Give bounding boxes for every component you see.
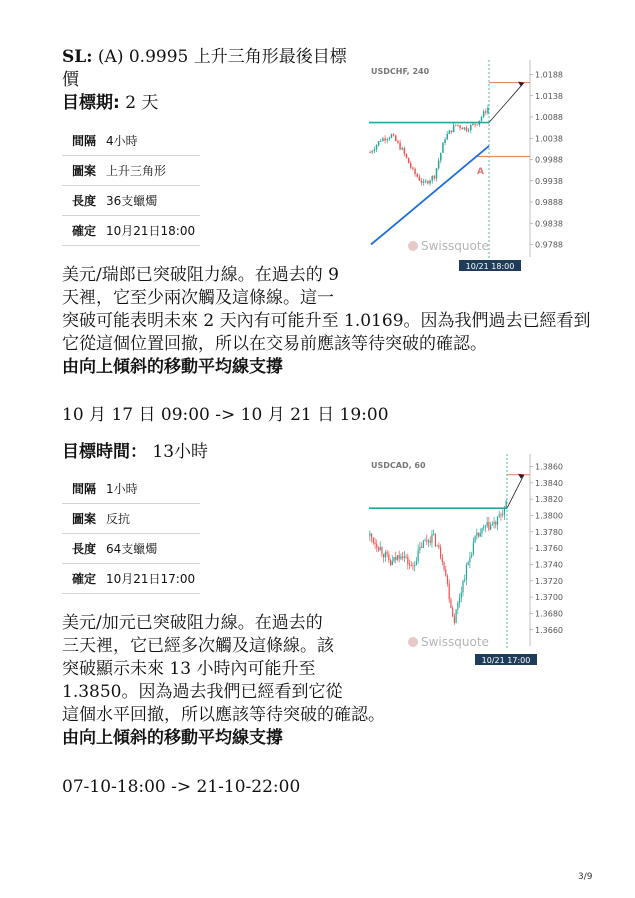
candle bbox=[389, 138, 391, 139]
candle bbox=[461, 128, 463, 129]
candle bbox=[399, 143, 401, 150]
candle bbox=[373, 538, 374, 543]
candle bbox=[419, 547, 420, 550]
spec-value: 36支蠟燭 bbox=[106, 186, 200, 216]
candle bbox=[471, 555, 472, 557]
candle bbox=[470, 125, 472, 130]
candle bbox=[380, 141, 382, 142]
candle bbox=[397, 555, 398, 560]
spec-key: 確定 bbox=[62, 564, 106, 594]
point-a-label: A bbox=[477, 167, 484, 177]
candle bbox=[464, 127, 466, 129]
y-tick-label: 0.9988 bbox=[535, 155, 563, 165]
spec-row bbox=[62, 216, 200, 246]
candle bbox=[445, 569, 446, 575]
spec-row bbox=[62, 126, 200, 156]
candle bbox=[446, 134, 448, 139]
spec-value: 上升三角形 bbox=[106, 156, 200, 186]
para1-line1: 美元/瑞郎已突破阻力線。在過去的 9 bbox=[62, 265, 339, 285]
candle bbox=[404, 557, 405, 558]
candle bbox=[457, 125, 459, 126]
spec-row bbox=[62, 186, 200, 216]
candle bbox=[450, 599, 451, 608]
candle bbox=[406, 154, 408, 158]
candle bbox=[414, 565, 415, 566]
candle bbox=[442, 143, 444, 153]
candle bbox=[385, 552, 386, 557]
candle bbox=[502, 514, 503, 515]
candle bbox=[374, 150, 376, 152]
candle bbox=[493, 522, 494, 524]
candle bbox=[447, 576, 448, 584]
spec-value: 反抗 bbox=[106, 504, 200, 534]
spec-key: 圖案 bbox=[62, 504, 106, 534]
candle bbox=[411, 565, 412, 566]
candle bbox=[431, 176, 433, 181]
candle bbox=[490, 525, 491, 530]
candle bbox=[414, 169, 416, 174]
candle bbox=[386, 139, 388, 140]
candle bbox=[416, 561, 417, 565]
candle bbox=[378, 141, 380, 145]
y-tick-label: 0.9788 bbox=[535, 240, 563, 250]
candle bbox=[443, 562, 444, 569]
target-period-label: 目標期: bbox=[62, 93, 120, 113]
candle bbox=[382, 138, 384, 141]
spec-value: 4小時 bbox=[106, 126, 200, 156]
candle bbox=[434, 176, 436, 178]
candle bbox=[495, 522, 496, 525]
target-time-label: 目標時間： bbox=[62, 442, 147, 462]
candle bbox=[428, 541, 429, 542]
swissquote-watermark bbox=[408, 635, 489, 649]
candle bbox=[378, 548, 379, 550]
candle bbox=[412, 565, 413, 566]
chart-title: USDCAD, 60 bbox=[371, 461, 426, 470]
spec-table-2 bbox=[62, 474, 200, 594]
candle bbox=[454, 616, 455, 622]
candle bbox=[476, 125, 478, 126]
watermark-text: Swissquote bbox=[421, 635, 489, 649]
candle bbox=[401, 148, 403, 149]
para1-line3: 突破可能表明未來 2 天內有可能升至 1.0169。因為我們過去已經看到 bbox=[62, 311, 591, 331]
candle bbox=[481, 528, 482, 533]
para2-line2: 三天裡，它已經多次觸及這條線。該 bbox=[62, 636, 334, 656]
candle bbox=[488, 522, 489, 530]
candle bbox=[392, 561, 393, 565]
candle bbox=[457, 603, 458, 610]
candle bbox=[393, 134, 395, 135]
candle bbox=[376, 544, 377, 548]
target-time-value: 13小時 bbox=[147, 442, 209, 462]
candle bbox=[478, 533, 479, 537]
candle bbox=[440, 548, 441, 558]
y-tick-label: 1.0038 bbox=[535, 134, 563, 144]
candle bbox=[416, 174, 418, 177]
candle bbox=[369, 534, 370, 536]
candle bbox=[376, 145, 378, 149]
spec-row bbox=[62, 474, 200, 504]
chart-title: USDCHF, 240 bbox=[371, 67, 430, 76]
para2-line3: 突破顯示未來 13 小時內可能升至 bbox=[62, 659, 316, 679]
stop-loss-line bbox=[62, 46, 347, 68]
candle bbox=[456, 609, 457, 622]
y-tick-label: 0.9888 bbox=[535, 198, 563, 207]
candle bbox=[408, 158, 410, 163]
candle bbox=[421, 181, 423, 183]
projection-arrow bbox=[489, 83, 524, 123]
candle bbox=[506, 501, 507, 508]
candle bbox=[453, 125, 455, 132]
page-number: 3/9 bbox=[578, 872, 593, 882]
candle bbox=[371, 151, 373, 152]
y-tick-label: 1.3800 bbox=[535, 511, 563, 521]
candle bbox=[371, 534, 372, 538]
spec-value: 10月21日17:00 bbox=[106, 564, 200, 594]
candle bbox=[383, 554, 384, 557]
candle bbox=[462, 581, 463, 593]
watermark-icon bbox=[408, 637, 418, 647]
candle bbox=[390, 560, 391, 565]
spec-value: 1小時 bbox=[106, 474, 200, 504]
usdcad-chart bbox=[365, 452, 571, 668]
candle bbox=[374, 542, 375, 544]
x-axis-label: 10/21 18:00 bbox=[465, 262, 515, 271]
support-line bbox=[371, 146, 489, 245]
usdcad-chart-svg bbox=[365, 452, 571, 668]
candle bbox=[407, 557, 408, 565]
candle bbox=[412, 168, 414, 169]
candle bbox=[425, 181, 427, 182]
spec-table-1 bbox=[62, 126, 200, 246]
spec-key: 間隔 bbox=[62, 126, 106, 156]
candle bbox=[466, 565, 467, 579]
candle bbox=[474, 124, 476, 125]
spec-value: 10月21日18:00 bbox=[106, 216, 200, 246]
candle bbox=[480, 533, 481, 537]
candle bbox=[427, 181, 429, 183]
y-tick-label: 1.3720 bbox=[535, 576, 563, 586]
candle bbox=[393, 557, 394, 561]
candle bbox=[402, 557, 403, 558]
candle bbox=[474, 536, 475, 543]
y-tick-label: 0.9938 bbox=[535, 176, 563, 186]
candle bbox=[431, 534, 432, 542]
candle bbox=[472, 124, 474, 125]
candle bbox=[395, 136, 397, 141]
candle bbox=[404, 148, 406, 154]
stop-loss-line-cont: 價 bbox=[62, 70, 79, 90]
sl-text: (A) 0.9995 上升三角形最後目標 bbox=[92, 47, 347, 67]
y-tick-label: 1.3860 bbox=[535, 462, 563, 472]
candle bbox=[469, 557, 470, 562]
candle bbox=[444, 139, 446, 143]
candle bbox=[391, 134, 393, 138]
spec-row bbox=[62, 504, 200, 534]
para1-line2: 天裡，它至少兩次觸及這條線。這一 bbox=[62, 288, 334, 308]
y-tick-label: 1.0188 bbox=[535, 70, 563, 80]
candle bbox=[388, 555, 389, 561]
support-note-2: 由向上傾斜的移動平均線支撐 bbox=[62, 728, 283, 748]
y-tick-label: 1.3840 bbox=[535, 478, 563, 488]
y-tick-label: 1.3660 bbox=[535, 625, 563, 635]
date-range-1: 10 月 17 日 09:00 -> 10 月 21 日 19:00 bbox=[62, 405, 389, 425]
candle bbox=[473, 542, 474, 555]
candle bbox=[421, 547, 422, 548]
candle bbox=[487, 522, 488, 526]
candle bbox=[459, 598, 460, 602]
candle bbox=[426, 540, 427, 541]
candle bbox=[384, 138, 386, 140]
y-tick-label: 0.9838 bbox=[535, 219, 563, 229]
candle bbox=[500, 514, 501, 515]
projection-arrow bbox=[507, 475, 524, 508]
target-time bbox=[62, 441, 208, 463]
spec-key: 確定 bbox=[62, 216, 106, 246]
para2-line4: 1.3850。因為過去我們已經看到它從 bbox=[62, 682, 343, 702]
candle bbox=[449, 130, 451, 133]
spec-value: 64支蠟燭 bbox=[106, 534, 200, 564]
candle bbox=[380, 547, 381, 550]
candle bbox=[499, 514, 500, 516]
candle bbox=[410, 163, 412, 167]
spec-key: 圖案 bbox=[62, 156, 106, 186]
spec-key: 長度 bbox=[62, 534, 106, 564]
candle bbox=[451, 130, 453, 132]
candle bbox=[369, 152, 371, 153]
candle bbox=[440, 153, 442, 161]
candle bbox=[468, 562, 469, 565]
candle bbox=[497, 516, 498, 524]
candle bbox=[485, 111, 487, 112]
candle bbox=[435, 534, 436, 546]
target-period bbox=[62, 92, 158, 114]
x-axis-label: 10/21 17:00 bbox=[481, 656, 531, 665]
candle bbox=[381, 547, 382, 554]
candle bbox=[399, 555, 400, 559]
candle bbox=[452, 608, 453, 616]
candle bbox=[397, 141, 399, 143]
candle bbox=[419, 177, 421, 181]
target-period-value: 2 天 bbox=[119, 93, 159, 113]
candle bbox=[409, 564, 410, 565]
watermark-text: Swissquote bbox=[421, 239, 489, 253]
candle bbox=[395, 557, 396, 560]
candle bbox=[464, 579, 465, 580]
candle bbox=[436, 168, 438, 178]
candle bbox=[423, 182, 425, 183]
y-tick-label: 1.3740 bbox=[535, 560, 563, 570]
y-tick-label: 1.0088 bbox=[535, 113, 563, 122]
support-note-1: 由向上傾斜的移動平均線支撐 bbox=[62, 357, 283, 377]
candle bbox=[438, 546, 439, 548]
candle bbox=[492, 524, 493, 525]
para1-line4: 它從這個位置回撤，所以在交易前應該等待突破的確認。 bbox=[62, 334, 487, 354]
candle bbox=[483, 111, 485, 117]
usdchf-chart-svg bbox=[365, 60, 571, 272]
candle bbox=[468, 130, 470, 131]
candle bbox=[449, 584, 450, 599]
watermark-icon bbox=[408, 241, 418, 251]
y-tick-label: 1.3760 bbox=[535, 544, 563, 554]
y-tick-label: 1.3820 bbox=[535, 495, 563, 505]
candle bbox=[387, 552, 388, 554]
candle bbox=[461, 592, 462, 598]
candle bbox=[483, 527, 484, 528]
candle bbox=[481, 117, 483, 121]
candle bbox=[442, 558, 443, 562]
usdchf-chart bbox=[365, 60, 571, 272]
swissquote-watermark bbox=[408, 239, 489, 253]
candle bbox=[476, 533, 477, 536]
candle bbox=[455, 125, 457, 126]
spec-key: 長度 bbox=[62, 186, 106, 216]
sl-label: SL: bbox=[62, 47, 93, 67]
candle bbox=[400, 557, 401, 559]
candle bbox=[487, 108, 489, 113]
spec-row bbox=[62, 156, 200, 186]
y-tick-label: 1.0138 bbox=[535, 91, 563, 101]
candle bbox=[466, 127, 468, 131]
y-tick-label: 1.3780 bbox=[535, 527, 563, 537]
spec-row bbox=[62, 564, 200, 594]
candle bbox=[405, 557, 406, 558]
candle bbox=[437, 546, 438, 547]
spec-row bbox=[62, 534, 200, 564]
candle bbox=[459, 126, 461, 128]
date-range-2: 07-10-18:00 -> 21-10-22:00 bbox=[62, 777, 301, 797]
candle bbox=[433, 534, 434, 535]
candle bbox=[485, 526, 486, 527]
y-tick-label: 1.3680 bbox=[535, 609, 563, 619]
candle bbox=[423, 541, 424, 548]
para2-line1: 美元/加元已突破阻力線。在過去的 bbox=[62, 613, 323, 633]
y-tick-label: 1.3700 bbox=[535, 593, 563, 603]
spec-key: 間隔 bbox=[62, 474, 106, 504]
candle bbox=[438, 161, 440, 169]
candle bbox=[418, 550, 419, 561]
candle bbox=[429, 181, 431, 184]
para2-line5: 這個水平回撤，所以應該等待突破的確認。 bbox=[62, 705, 385, 725]
candle bbox=[430, 541, 431, 543]
candle bbox=[424, 540, 425, 541]
